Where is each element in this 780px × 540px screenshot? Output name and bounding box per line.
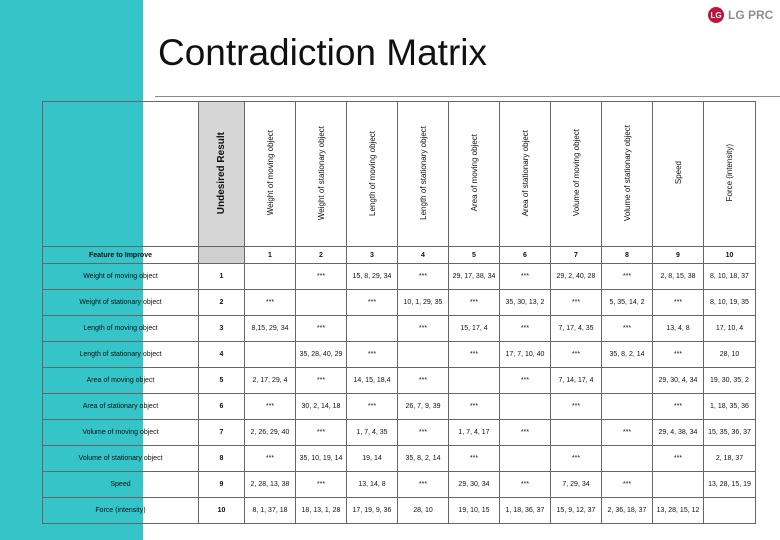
row-number: 1 [199,264,245,290]
page-title: Contradiction Matrix [158,32,488,73]
matrix-cell: *** [653,394,704,420]
matrix-cell: *** [296,420,347,446]
matrix-cell [500,394,551,420]
column-header [398,102,449,247]
matrix-cell: *** [398,264,449,290]
matrix-cell: *** [500,316,551,342]
column-number: 5 [449,247,500,264]
feature-to-improve-header: Feature to Improve [43,247,199,264]
undesired-result-label: Undesired Result [216,131,227,215]
column-number: 8 [602,247,653,264]
matrix-cell: *** [551,342,602,368]
matrix-cell: *** [500,420,551,446]
row-feature-label: Weight of stationary object [43,290,199,316]
lg-logo-text: LG PRC [728,8,774,22]
matrix-cell: *** [347,290,398,316]
table-row [43,446,756,472]
matrix-cell: *** [398,368,449,394]
matrix-cell: *** [398,420,449,446]
table-row [43,342,756,368]
matrix-cell: *** [296,316,347,342]
matrix-cell [500,446,551,472]
matrix-cell [653,472,704,498]
matrix-cell: *** [602,472,653,498]
matrix-cell: 26, 7, 9, 39 [398,394,449,420]
row-feature-label: Volume of moving object [43,420,199,446]
undesired-result-header [199,102,245,247]
row-number: 5 [199,368,245,394]
matrix-cell: 8, 10, 18, 37 [704,264,756,290]
matrix-cell: 15, 9, 12, 37 [551,498,602,524]
matrix-cell: *** [602,316,653,342]
matrix-cell: *** [602,264,653,290]
row-number: 3 [199,316,245,342]
matrix-cell [602,394,653,420]
column-number: 3 [347,247,398,264]
table-row [43,472,756,498]
matrix-cell: 29, 30, 4, 34 [653,368,704,394]
column-header [449,102,500,247]
table-row [43,420,756,446]
matrix-cell: 28, 10 [704,342,756,368]
matrix-cell: *** [296,368,347,394]
matrix-cell: 8,15, 29, 34 [245,316,296,342]
column-header [500,102,551,247]
matrix-cell: 1, 18, 35, 36 [704,394,756,420]
matrix-cell: 1, 18, 36, 37 [500,498,551,524]
matrix-cell: 1, 7, 4, 17 [449,420,500,446]
column-header-label: Length of moving object [367,130,377,216]
matrix-cell: 35, 8, 2, 14 [398,446,449,472]
column-number: 9 [653,247,704,264]
row-feature-label: Volume of stationary object [43,446,199,472]
row-feature-label: Length of moving object [43,316,199,342]
matrix-cell: 8, 1, 37, 18 [245,498,296,524]
table-row [43,316,756,342]
row-feature-label: Length of stationary object [43,342,199,368]
column-header [347,102,398,247]
contradiction-matrix-table [42,101,756,524]
matrix-cell: 15, 8, 29, 34 [347,264,398,290]
column-header [602,102,653,247]
lg-logo-icon: LG [708,7,724,23]
column-header-label: Area of moving object [469,134,479,212]
matrix-cell [551,420,602,446]
matrix-cell [449,368,500,394]
matrix-cell: 13, 14, 8 [347,472,398,498]
matrix-cell [296,290,347,316]
row-feature-label: Force (intensity) [43,498,199,524]
column-number: 2 [296,247,347,264]
matrix-cell: 19, 14 [347,446,398,472]
matrix-cell: 29, 30, 34 [449,472,500,498]
matrix-cell: *** [296,264,347,290]
row-number: 6 [199,394,245,420]
matrix-cell: 29, 2, 40, 28 [551,264,602,290]
matrix-cell: 17, 19, 9, 36 [347,498,398,524]
matrix-cell: 28, 10 [398,498,449,524]
matrix-cell: 30, 2, 14, 18 [296,394,347,420]
column-number: 7 [551,247,602,264]
matrix-cell: *** [551,394,602,420]
matrix-cell: 29, 4, 38, 34 [653,420,704,446]
row-number: 8 [199,446,245,472]
column-number: 10 [704,247,756,264]
matrix-cell: 2, 8, 15, 38 [653,264,704,290]
column-header-label: Length of stationary object [418,126,428,220]
matrix-cell: 8, 10, 19, 35 [704,290,756,316]
matrix-cell: 29, 17, 38, 34 [449,264,500,290]
matrix-cell: 2, 28, 13, 38 [245,472,296,498]
matrix-cell: 2, 18, 37 [704,446,756,472]
row-feature-label: Area of stationary object [43,394,199,420]
column-number: 4 [398,247,449,264]
matrix-cell: 17, 7, 10, 40 [500,342,551,368]
matrix-cell: 5, 35, 14, 2 [602,290,653,316]
matrix-cell: 7, 14, 17, 4 [551,368,602,394]
matrix-cell [347,316,398,342]
row-feature-label: Speed [43,472,199,498]
matrix-cell: 15, 17, 4 [449,316,500,342]
column-header-label: Area of stationary object [520,129,530,217]
matrix-cell: 35, 28, 40, 29 [296,342,347,368]
matrix-cell: 13, 4, 8 [653,316,704,342]
matrix-cell: 35, 10, 19, 14 [296,446,347,472]
matrix-cell: 15, 35, 36, 37 [704,420,756,446]
matrix-cell: *** [449,394,500,420]
matrix-cell: *** [245,290,296,316]
matrix-cell: *** [245,394,296,420]
row-number: 10 [199,498,245,524]
column-header-label: Weight of stationary object [316,125,326,221]
table-row [43,264,756,290]
matrix-cell: 19, 30, 35, 2 [704,368,756,394]
column-number: 1 [245,247,296,264]
matrix-cell: *** [245,446,296,472]
matrix-cell: *** [500,472,551,498]
column-header [704,102,756,247]
matrix-cell: *** [449,290,500,316]
table-row [43,394,756,420]
matrix-cell [398,342,449,368]
row-feature-label: Weight of moving object [43,264,199,290]
matrix-cell [704,498,756,524]
matrix-cell: 7, 17, 4, 35 [551,316,602,342]
column-header-label: Force (intensity) [725,144,734,202]
matrix-cell: *** [602,420,653,446]
table-row [43,498,756,524]
table-row [43,368,756,394]
column-header [551,102,602,247]
matrix-cell: *** [653,342,704,368]
matrix-cell: *** [653,446,704,472]
matrix-cell: *** [500,264,551,290]
column-number: 6 [500,247,551,264]
matrix-cell: 13, 28, 15, 12 [653,498,704,524]
matrix-cell [245,342,296,368]
matrix-cell: *** [551,290,602,316]
matrix-cell: 35, 30, 13, 2 [500,290,551,316]
row-feature-label: Area of moving object [43,368,199,394]
matrix-cell: 14, 15, 18,4 [347,368,398,394]
table-row [43,290,756,316]
matrix-cell: 1, 7, 4, 35 [347,420,398,446]
matrix-cell: *** [449,446,500,472]
matrix-cell: 2, 26, 29, 40 [245,420,296,446]
matrix-cell: *** [347,342,398,368]
matrix-cell: 17, 10, 4 [704,316,756,342]
column-header [653,102,704,247]
header-spacer-cell [199,247,245,264]
column-header [296,102,347,247]
row-number: 9 [199,472,245,498]
title-divider [155,96,780,97]
row-number: 7 [199,420,245,446]
column-header [245,102,296,247]
column-header-label: Weight of moving object [265,130,275,216]
matrix-cell: 2, 17, 29, 4 [245,368,296,394]
matrix-cell: *** [347,394,398,420]
matrix-cell: *** [398,316,449,342]
lg-logo [708,6,773,24]
matrix-cell [245,264,296,290]
matrix-cell: 10, 1, 29, 35 [398,290,449,316]
matrix-cell: 19, 10, 15 [449,498,500,524]
matrix-cell: *** [398,472,449,498]
column-header-label: Speed [673,161,683,185]
matrix-cell [602,368,653,394]
matrix-cell: *** [296,472,347,498]
matrix-corner [43,102,199,247]
matrix-cell: *** [653,290,704,316]
matrix-cell [602,446,653,472]
matrix-cell: *** [551,446,602,472]
row-number: 4 [199,342,245,368]
matrix-cell: 35, 8, 2, 14 [602,342,653,368]
column-header-row [43,102,756,247]
column-header-label: Volume of stationary object [622,124,632,222]
matrix-cell: 18, 13, 1, 28 [296,498,347,524]
matrix-cell: 7, 29, 34 [551,472,602,498]
matrix-cell: 2, 36, 18, 37 [602,498,653,524]
column-header-label: Volume of moving object [571,129,581,217]
matrix-cell: 13, 28, 15, 19 [704,472,756,498]
matrix-cell: *** [449,342,500,368]
row-number: 2 [199,290,245,316]
column-number-row [43,247,756,264]
matrix-cell: *** [500,368,551,394]
